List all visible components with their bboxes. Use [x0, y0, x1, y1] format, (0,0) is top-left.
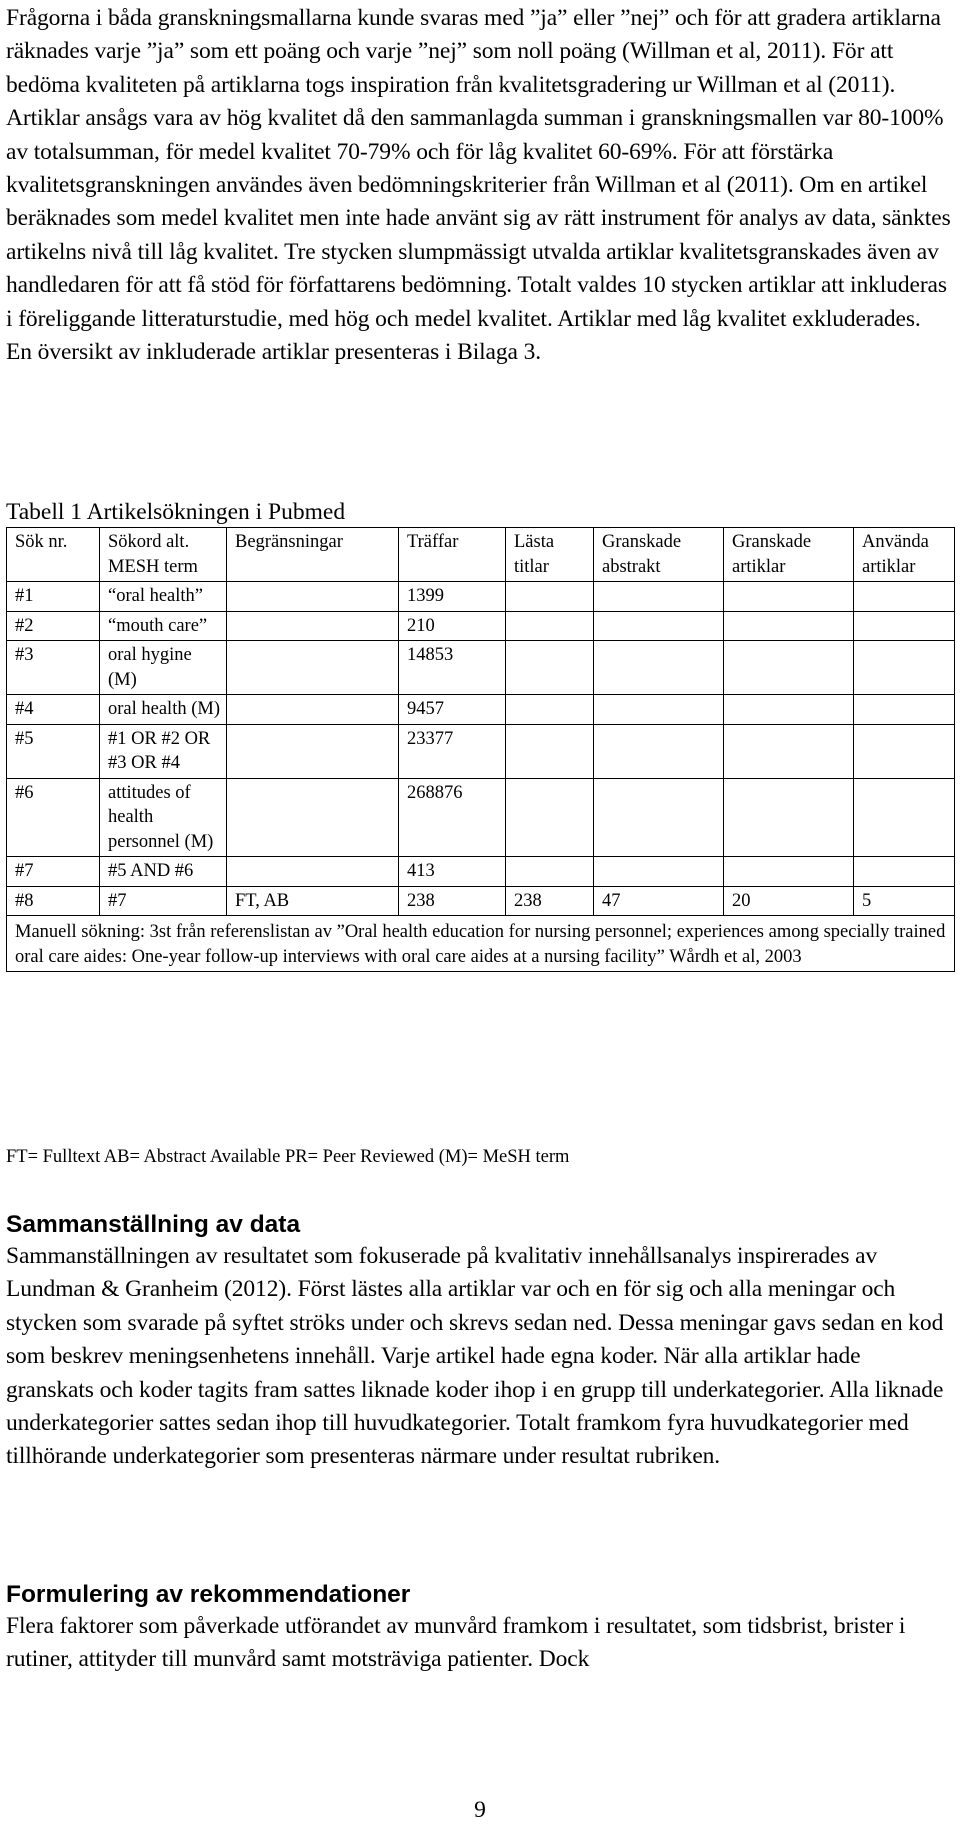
- table-cell: oral health (M): [100, 695, 227, 725]
- table-cell: [506, 582, 594, 612]
- table-cell: 14853: [399, 641, 506, 695]
- table-cell: [506, 724, 594, 778]
- table-row: [7, 582, 955, 612]
- table-row: [7, 724, 955, 778]
- table-row: [7, 695, 955, 725]
- header-cell: Begränsningar: [227, 528, 399, 582]
- table-cell: attitudes of health personnel (M): [100, 778, 227, 857]
- table-row: [7, 886, 955, 916]
- table-row: [7, 641, 955, 695]
- section-formulering: [6, 1580, 952, 1677]
- table-header-row: [7, 528, 955, 582]
- table-cell: [594, 724, 724, 778]
- table-cell: 5: [854, 886, 955, 916]
- table-cell: [854, 695, 955, 725]
- table-cell: 23377: [399, 724, 506, 778]
- header-cell: Sök nr.: [7, 528, 100, 582]
- table-cell: FT, AB: [227, 886, 399, 916]
- table-cell: 47: [594, 886, 724, 916]
- table-cell: [594, 582, 724, 612]
- header-cell: Granskade abstrakt: [594, 528, 724, 582]
- header-cell: Använda artiklar: [854, 528, 955, 582]
- body-paragraph: Frågorna i båda granskningsmallarna kunde svaras med ”ja” eller ”nej” och för att gradera artiklarna räknades varje ”ja” som ett poäng och varje ”nej” som noll poäng (Willman et al, 2011). För att bedöma kvaliteten på artiklarna togs inspiration från kvalitetsgradering ur Willman et al (2011). Artiklar ansågs vara av hög kvalitet då den sammanlagda summan i granskningsmallen var 80-100% av totalsumman, för medel kvalitet 70-79% och för låg kvalitet 60-69%. För att förstärka kvalitetsgranskningen användes även bedömningskriterier från Willman et al (2011). Om en artikel beräknades som medel kvalitet men inte hade använt sig av rätt instrument för analys av data, sänktes artikelns nivå till låg kvalitet. Tre stycken slumpmässigt utvalda artiklar kvalitetsgranskades även av handledaren för att få stöd för författarens bedömning. Totalt valdes 10 stycken artiklar att inkluderas i föreliggande litteraturstudie, med hög och medel kvalitet. Artiklar med låg kvalitet exkluderades. En översikt av inkluderade artiklar presenteras i Bilaga 3.: [6, 5, 951, 366]
- section-paragraph: Sammanställningen av resultatet som fokuserade på kvalitativ innehållsanalys inspirerades av Lundman & Granheim (2012). Först lästes alla artiklar var och en för sig och alla meningar och stycken som svarade på syftet ströks under och skrevs sedan ned. Dessa meningar gavs sedan en kod som beskrev meningsenhetens innehåll. Varje artikel hade egna koder. När alla artiklar hade granskats och koder tagits fram sattes liknade koder ihop i en grupp till underkategorier. Alla liknade underkategorier sattes sedan ihop till huvudkategorier. Totalt framkom fyra huvudkategorier med tillhörande underkategorier som presenteras närmare under resultat rubriken.: [6, 1243, 944, 1470]
- table-cell: [594, 611, 724, 641]
- header-cell: Granskade artiklar: [724, 528, 854, 582]
- section-heading: Formulering av rekommendationer: [6, 1581, 411, 1608]
- table-cell: [227, 695, 399, 725]
- table-cell: #1 OR #2 OR #3 OR #4: [100, 724, 227, 778]
- section-heading: Sammanställning av data: [6, 1211, 301, 1238]
- table-cell: #5 AND #6: [100, 857, 227, 887]
- table-cell: #8: [7, 886, 100, 916]
- table-cell: [227, 778, 399, 857]
- table-cell: 238: [506, 886, 594, 916]
- table-cell: [506, 778, 594, 857]
- table-cell: [227, 724, 399, 778]
- table-cell: 413: [399, 857, 506, 887]
- table-cell: [227, 641, 399, 695]
- table-caption: Tabell 1 Artikelsökningen i Pubmed: [6, 499, 346, 525]
- table-row: [7, 857, 955, 887]
- table-row: [7, 611, 955, 641]
- table-cell: [227, 611, 399, 641]
- table-cell: 1399: [399, 582, 506, 612]
- header-cell: Träffar: [399, 528, 506, 582]
- table-cell: [594, 641, 724, 695]
- table-cell: [854, 857, 955, 887]
- table-cell: [594, 695, 724, 725]
- table-cell: [724, 695, 854, 725]
- table-cell: 20: [724, 886, 854, 916]
- table-cell: #3: [7, 641, 100, 695]
- table-cell: [506, 641, 594, 695]
- table-cell: [854, 778, 955, 857]
- table-cell: [724, 611, 854, 641]
- table-cell: [594, 778, 724, 857]
- table-cell: [724, 724, 854, 778]
- table-row: [7, 778, 955, 857]
- page-number: 9: [474, 1797, 486, 1823]
- table-cell: #2: [7, 611, 100, 641]
- table-cell: [227, 857, 399, 887]
- table-cell: #4: [7, 695, 100, 725]
- table-cell: [724, 582, 854, 612]
- table-cell: 238: [399, 886, 506, 916]
- table-cell: [724, 857, 854, 887]
- table-cell: #5: [7, 724, 100, 778]
- table-cell: [506, 611, 594, 641]
- table-cell: 9457: [399, 695, 506, 725]
- table-footnote: FT= Fulltext AB= Abstract Available PR= Peer Reviewed (M)= MeSH term: [6, 1147, 570, 1167]
- table-cell: “oral health”: [100, 582, 227, 612]
- table-cell: 268876: [399, 778, 506, 857]
- table-cell: [506, 695, 594, 725]
- section-sammanstallning: [6, 1210, 952, 1474]
- table-cell: “mouth care”: [100, 611, 227, 641]
- table-cell: [724, 778, 854, 857]
- table-cell: #7: [100, 886, 227, 916]
- header-cell: Sökord alt. MESH term: [100, 528, 227, 582]
- section-paragraph: Flera faktorer som påverkade utförandet av munvård framkom i resultatet, som tidsbrist, brister i rutiner, attityder till munvård samt motsträviga patienter. Dock: [6, 1613, 906, 1673]
- table-cell: #7: [7, 857, 100, 887]
- table-cell: [854, 611, 955, 641]
- table-cell: [506, 857, 594, 887]
- table-cell: [594, 857, 724, 887]
- manual-search-cell: Manuell sökning: 3st från referenslistan av ”Oral health education for nursing personnel; experiences among specially trained oral care aides: One-year follow-up interviews with oral care aides at a nursing facility” Wårdh et al, 2003: [7, 916, 955, 972]
- table-cell: [227, 582, 399, 612]
- table-cell: [854, 641, 955, 695]
- search-table: [6, 527, 955, 972]
- table-cell: 210: [399, 611, 506, 641]
- table-cell: [854, 724, 955, 778]
- table-cell: [854, 582, 955, 612]
- table-cell: [724, 641, 854, 695]
- manual-search-row: [7, 916, 955, 972]
- table-cell: oral hygine (M): [100, 641, 227, 695]
- table-cell: #6: [7, 778, 100, 857]
- table-cell: #1: [7, 582, 100, 612]
- header-cell: Lästa titlar: [506, 528, 594, 582]
